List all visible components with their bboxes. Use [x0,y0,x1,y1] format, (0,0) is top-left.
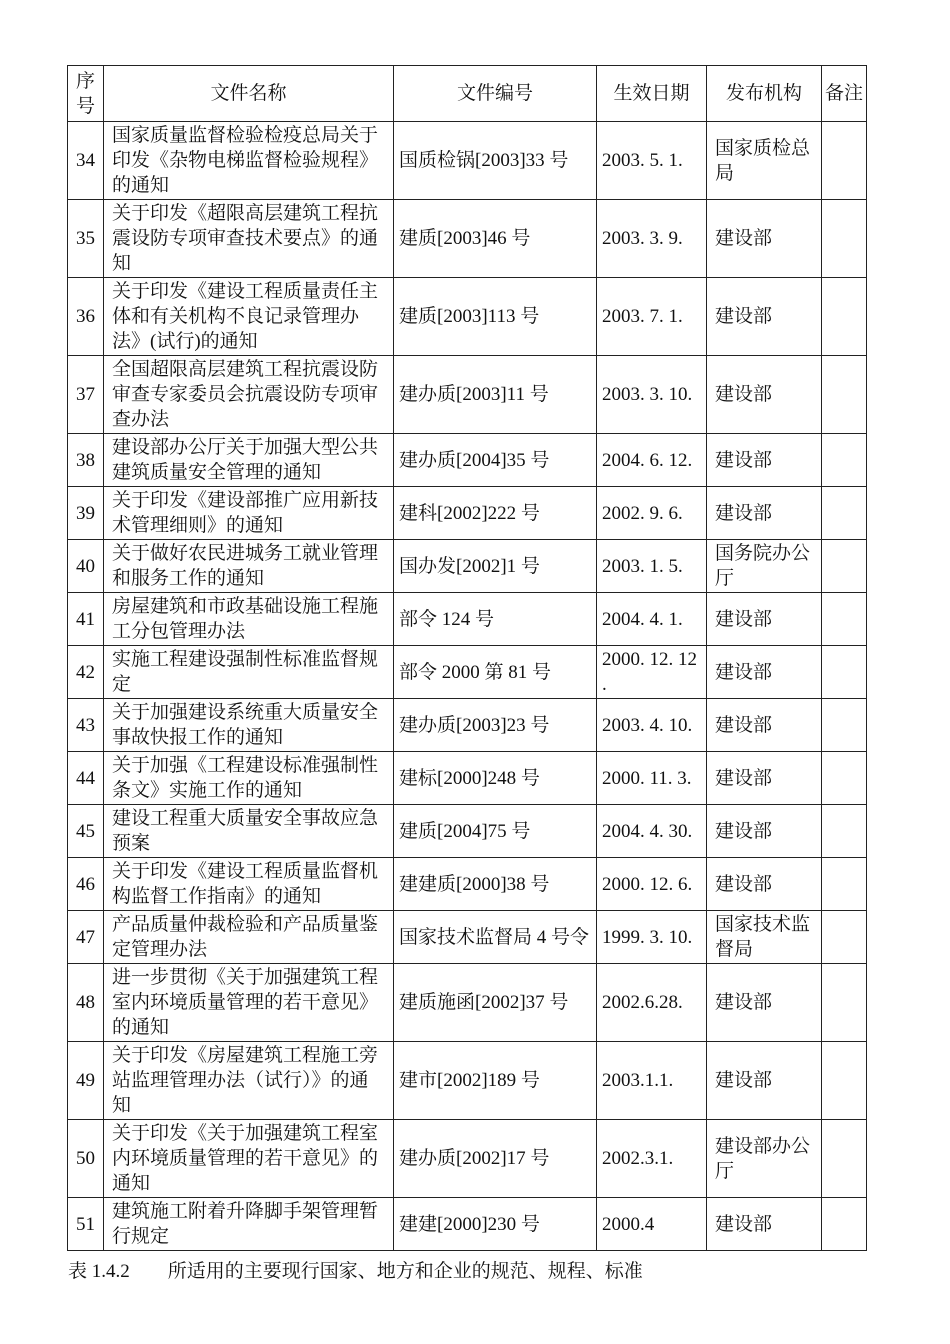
cell-effective-date: 2000. 12. 6. [597,858,707,911]
table-row [68,1120,867,1198]
cell-remark [822,1042,867,1120]
cell-document-code: 建质[2004]75 号 [394,805,597,858]
cell-serial-number: 51 [68,1198,104,1251]
table-row [68,911,867,964]
cell-serial-number: 43 [68,699,104,752]
cell-remark [822,1198,867,1251]
cell-document-name: 关于印发《关于加强建筑工程室内环境质量管理的若干意见》的通知 [104,1120,394,1198]
cell-effective-date: 2004. 4. 1. [597,593,707,646]
table-row [68,278,867,356]
cell-serial-number: 40 [68,540,104,593]
column-header-issuing-agency: 发布机构 [707,66,822,122]
column-header-remark: 备注 [822,66,867,122]
cell-document-code: 国质检锅[2003]33 号 [394,122,597,200]
cell-serial-number: 45 [68,805,104,858]
cell-document-name: 关于做好农民进城务工就业管理和服务工作的通知 [104,540,394,593]
cell-effective-date: 2002.3.1. [597,1120,707,1198]
table-row [68,964,867,1042]
cell-document-name: 关于加强《工程建设标准强制性条文》实施工作的通知 [104,752,394,805]
cell-remark [822,699,867,752]
cell-issuing-agency: 建设部 [707,646,822,699]
table-row [68,1198,867,1251]
cell-document-code: 建办质[2002]17 号 [394,1120,597,1198]
table-row [68,646,867,699]
column-header-document-name: 文件名称 [104,66,394,122]
cell-document-name: 产品质量仲裁检验和产品质量鉴定管理办法 [104,911,394,964]
cell-document-name: 进一步贯彻《关于加强建筑工程室内环境质量管理的若干意见》的通知 [104,964,394,1042]
cell-document-name: 国家质量监督检验检疫总局关于印发《杂物电梯监督检验规程》的通知 [104,122,394,200]
cell-remark [822,805,867,858]
cell-document-name: 关于印发《建设工程质量责任主体和有关机构不良记录管理办法》(试行)的通知 [104,278,394,356]
cell-document-code: 国办发[2002]1 号 [394,540,597,593]
cell-document-name: 建设部办公厅关于加强大型公共建筑质量安全管理的通知 [104,434,394,487]
table-row [68,593,867,646]
cell-remark [822,964,867,1042]
cell-issuing-agency: 建设部 [707,356,822,434]
cell-effective-date: 2000.4 [597,1198,707,1251]
cell-remark [822,434,867,487]
cell-document-name: 关于印发《建设部推广应用新技术管理细则》的通知 [104,487,394,540]
table-row [68,487,867,540]
cell-document-code: 建质施函[2002]37 号 [394,964,597,1042]
cell-document-code: 建办质[2003]11 号 [394,356,597,434]
cell-document-name: 关于印发《房屋建筑工程施工旁站监理管理办法（试行）》的通知 [104,1042,394,1120]
cell-serial-number: 48 [68,964,104,1042]
cell-effective-date: 2003. 3. 9. [597,200,707,278]
cell-effective-date: 2003. 7. 1. [597,278,707,356]
cell-document-name: 关于印发《超限高层建筑工程抗震设防专项审查技术要点》的通知 [104,200,394,278]
cell-issuing-agency: 建设部 [707,1042,822,1120]
cell-document-code: 建建质[2000]38 号 [394,858,597,911]
cell-effective-date: 2002. 9. 6. [597,487,707,540]
cell-document-name: 建设工程重大质量安全事故应急预案 [104,805,394,858]
table-row [68,1042,867,1120]
cell-serial-number: 34 [68,122,104,200]
cell-document-code: 建质[2003]113 号 [394,278,597,356]
cell-document-code: 建质[2003]46 号 [394,200,597,278]
cell-effective-date: 2003. 4. 10. [597,699,707,752]
cell-effective-date: 2000. 12. 12 . [597,646,707,699]
cell-remark [822,356,867,434]
cell-serial-number: 46 [68,858,104,911]
cell-effective-date: 2003. 5. 1. [597,122,707,200]
cell-document-name: 房屋建筑和市政基础设施工程施工分包管理办法 [104,593,394,646]
cell-remark [822,487,867,540]
cell-document-code: 建办质[2004]35 号 [394,434,597,487]
cell-serial-number: 42 [68,646,104,699]
cell-document-code: 部令 2000 第 81 号 [394,646,597,699]
cell-serial-number: 44 [68,752,104,805]
cell-effective-date: 2002.6.28. [597,964,707,1042]
table-caption: 表 1.4.2 所适用的主要现行国家、地方和企业的规范、规程、标准 [68,1261,643,1282]
cell-issuing-agency: 建设部 [707,278,822,356]
cell-effective-date: 2003. 3. 10. [597,356,707,434]
cell-issuing-agency: 建设部办公厅 [707,1120,822,1198]
header-row [68,66,867,122]
cell-remark [822,1120,867,1198]
cell-remark [822,593,867,646]
cell-issuing-agency: 国务院办公厅 [707,540,822,593]
cell-serial-number: 49 [68,1042,104,1120]
cell-remark [822,646,867,699]
cell-serial-number: 47 [68,911,104,964]
cell-document-code: 部令 124 号 [394,593,597,646]
cell-document-code: 建建[2000]230 号 [394,1198,597,1251]
column-header-serial: 序号 [68,66,104,122]
table-row [68,540,867,593]
column-header-document-code: 文件编号 [394,66,597,122]
cell-effective-date: 2003. 1. 5. [597,540,707,593]
table-row [68,200,867,278]
cell-issuing-agency: 国家质检总局 [707,122,822,200]
cell-issuing-agency: 建设部 [707,858,822,911]
cell-remark [822,540,867,593]
cell-issuing-agency: 建设部 [707,1198,822,1251]
table-row [68,752,867,805]
cell-effective-date: 2000. 11. 3. [597,752,707,805]
cell-issuing-agency: 建设部 [707,964,822,1042]
table-row [68,122,867,200]
cell-issuing-agency: 建设部 [707,434,822,487]
cell-effective-date: 2003.1.1. [597,1042,707,1120]
cell-effective-date: 1999. 3. 10. [597,911,707,964]
cell-remark [822,122,867,200]
cell-serial-number: 38 [68,434,104,487]
cell-document-code: 建科[2002]222 号 [394,487,597,540]
cell-document-name: 关于印发《建设工程质量监督机构监督工作指南》的通知 [104,858,394,911]
column-header-effective-date: 生效日期 [597,66,707,122]
cell-document-code: 建市[2002]189 号 [394,1042,597,1120]
cell-issuing-agency: 建设部 [707,805,822,858]
cell-remark [822,911,867,964]
cell-document-code: 建办质[2003]23 号 [394,699,597,752]
cell-remark [822,858,867,911]
cell-effective-date: 2004. 6. 12. [597,434,707,487]
regulations-table [67,65,867,1251]
cell-issuing-agency: 建设部 [707,752,822,805]
cell-issuing-agency: 建设部 [707,699,822,752]
cell-serial-number: 39 [68,487,104,540]
cell-serial-number: 35 [68,200,104,278]
cell-remark [822,278,867,356]
cell-issuing-agency: 建设部 [707,200,822,278]
cell-effective-date: 2004. 4. 30. [597,805,707,858]
table-row [68,699,867,752]
cell-issuing-agency: 建设部 [707,487,822,540]
cell-document-name: 关于加强建设系统重大质量安全事故快报工作的通知 [104,699,394,752]
table-row [68,434,867,487]
cell-remark [822,752,867,805]
cell-document-name: 实施工程建设强制性标准监督规定 [104,646,394,699]
cell-serial-number: 37 [68,356,104,434]
table-row [68,356,867,434]
cell-document-code: 建标[2000]248 号 [394,752,597,805]
cell-document-name: 建筑施工附着升降脚手架管理暂行规定 [104,1198,394,1251]
cell-document-name: 全国超限高层建筑工程抗震设防审查专家委员会抗震设防专项审查办法 [104,356,394,434]
cell-serial-number: 36 [68,278,104,356]
cell-remark [822,200,867,278]
cell-issuing-agency: 建设部 [707,593,822,646]
cell-serial-number: 50 [68,1120,104,1198]
cell-issuing-agency: 国家技术监督局 [707,911,822,964]
table-row [68,805,867,858]
cell-document-code: 国家技术监督局 4 号令 [394,911,597,964]
cell-serial-number: 41 [68,593,104,646]
table-row [68,858,867,911]
